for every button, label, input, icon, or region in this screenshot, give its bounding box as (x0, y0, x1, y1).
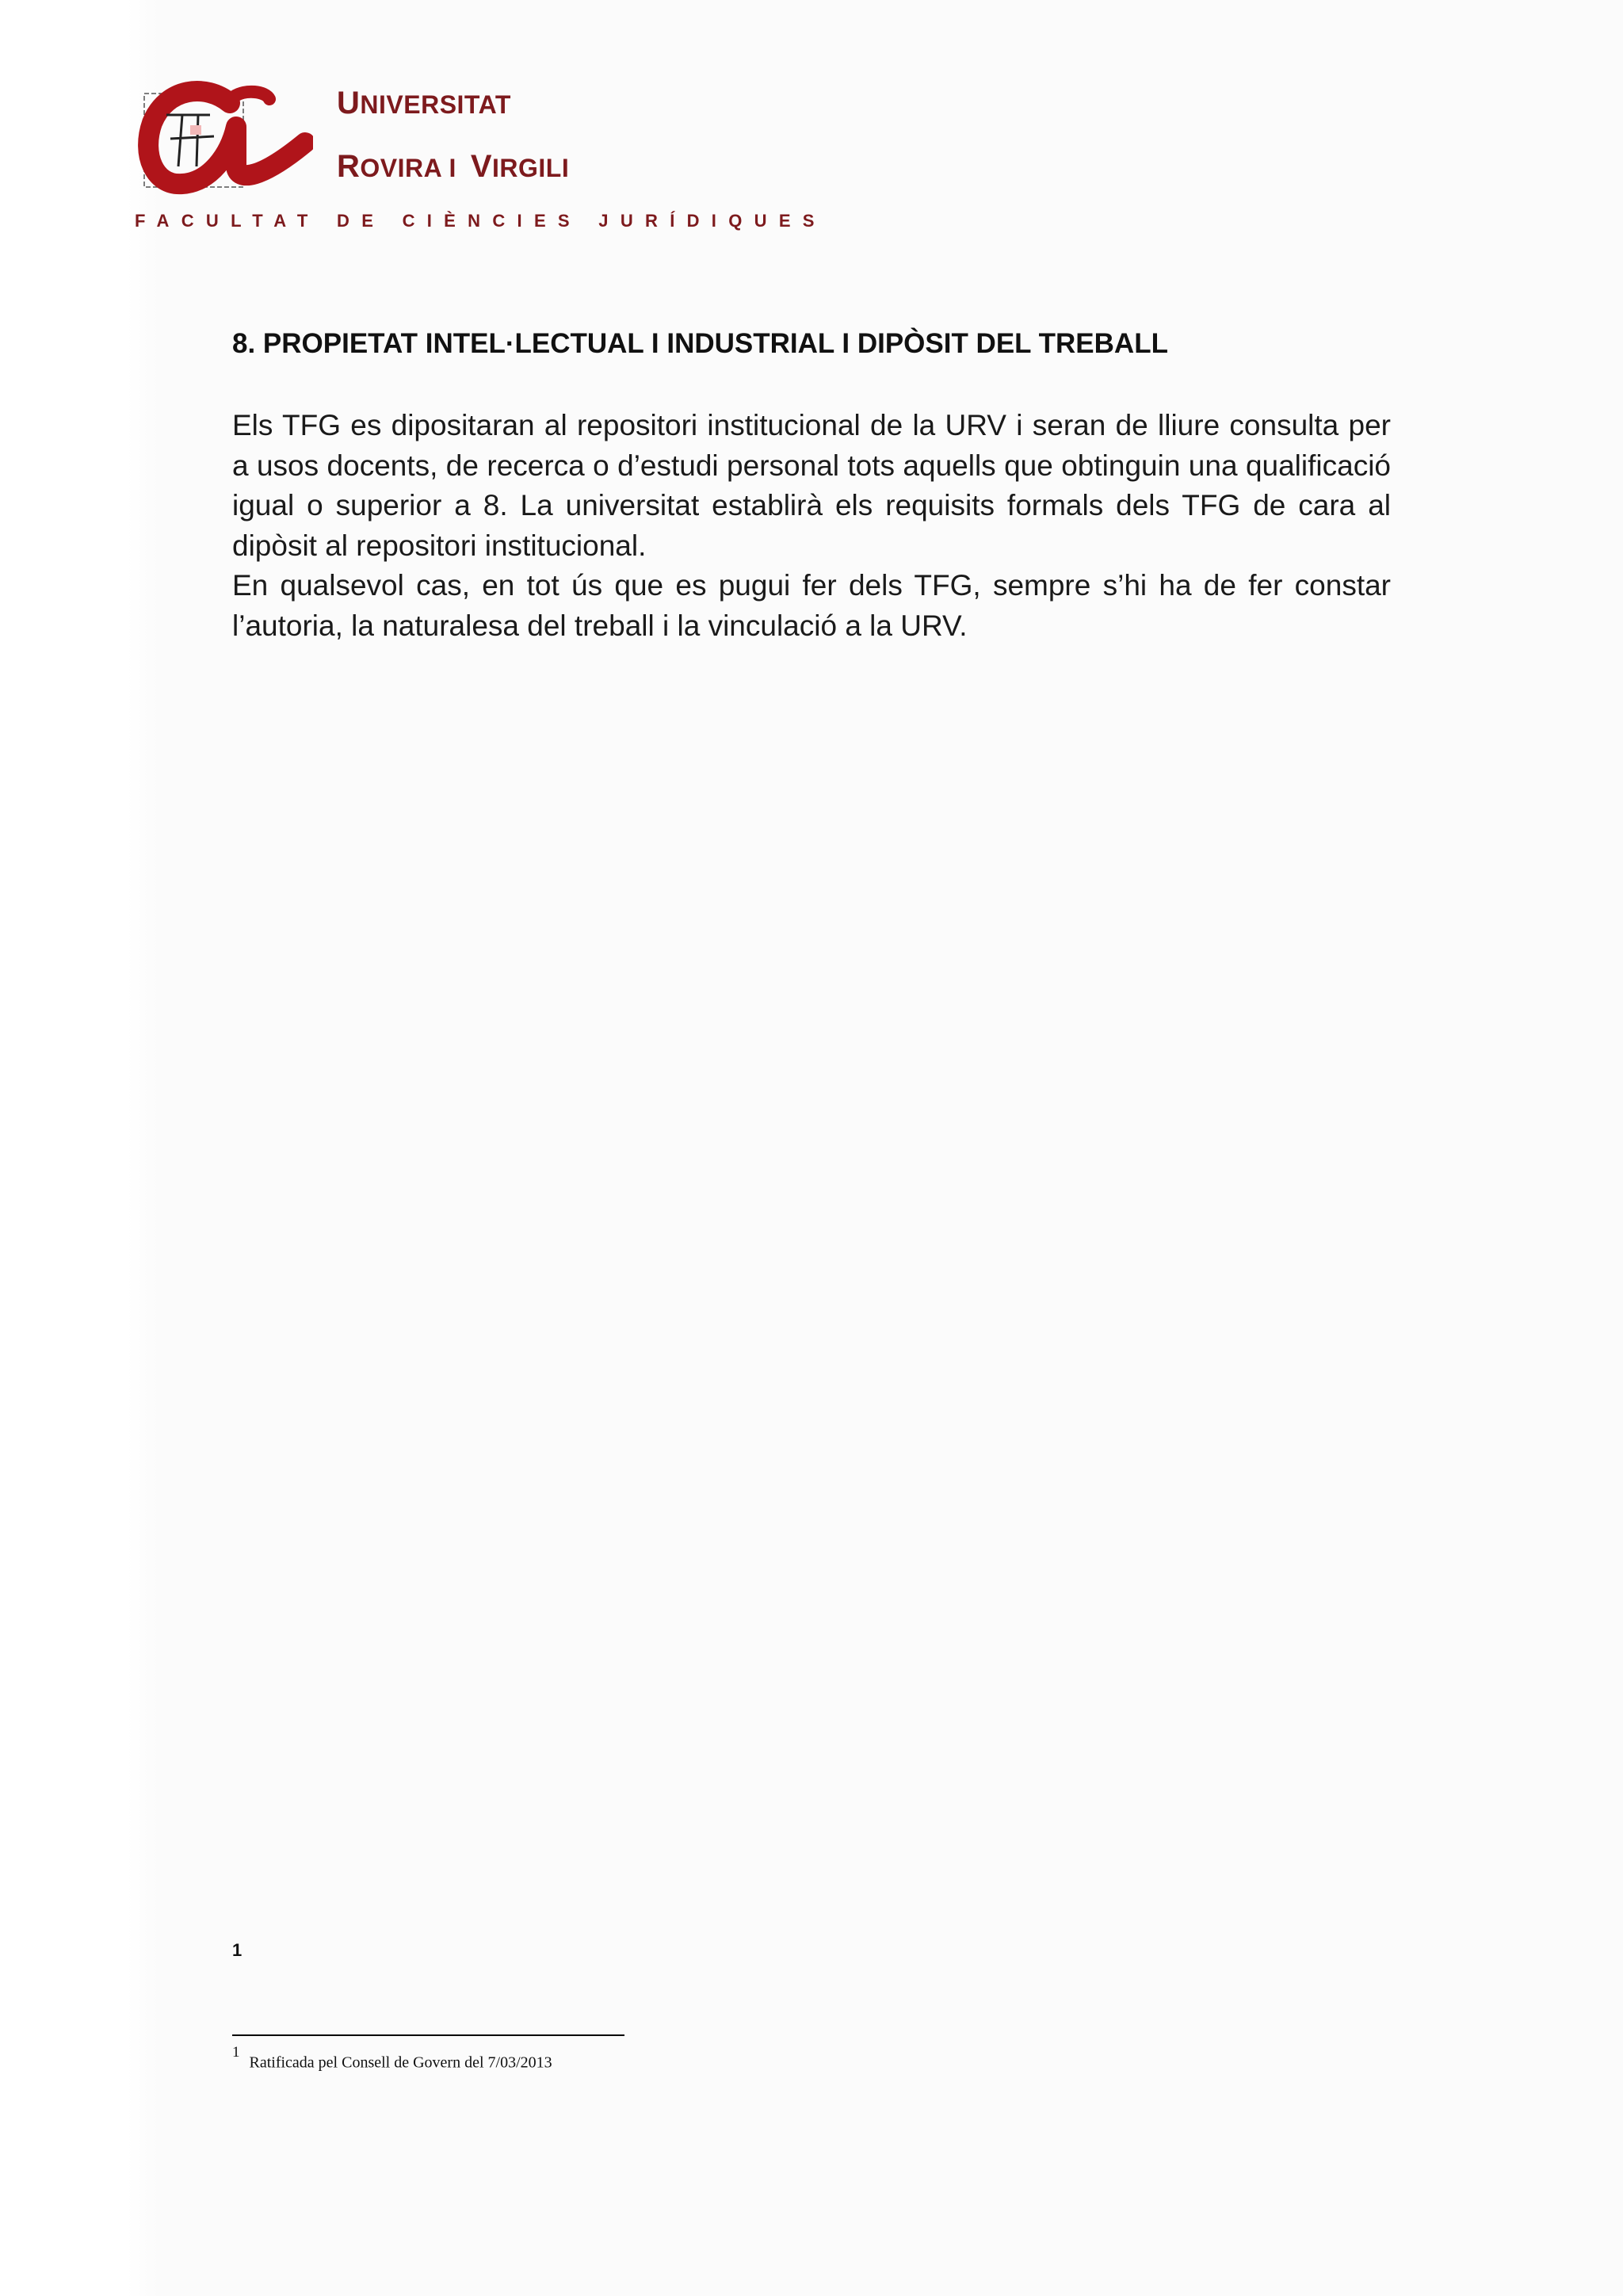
university-name-line1 (337, 86, 511, 121)
footnote (232, 2044, 552, 2073)
section-body (232, 406, 1391, 646)
university-rest-rovira: OVIRA I (360, 154, 456, 182)
footnote-divider (232, 2034, 624, 2036)
university-rest-line1: NIVERSITAT (360, 90, 511, 119)
urv-logo-icon (135, 79, 313, 198)
footnote-marker: 1 (232, 1940, 242, 1960)
university-initial-v: V (470, 149, 493, 184)
paragraph-authorship: En qualsevol cas, en tot ús que es pugui fer dels TFG, sempre s’hi ha de fer constar l’autoria, la naturalesa del treball i la vinculació a la URV. (232, 569, 1391, 642)
university-rest-virgili: IRGILI (492, 154, 570, 182)
university-name-line2 (337, 149, 569, 185)
footnote-text: Ratificada pel Consell de Govern del 7/03/2013 (249, 2053, 552, 2072)
university-initial-r: R (337, 149, 361, 184)
footnote-number: 1 (232, 2044, 240, 2061)
faculty-name: FACULTAT DE CIÈNCIES JURÍDIQUES (135, 211, 827, 231)
paragraph-repository: Els TFG es dipositaran al repositori institucional de la URV i seran de lliure consulta per a usos docents, de recerca o d’estudi personal tots aquells que obtinguin una qualificació igual o superior a 8. La universitat establirà els requisits formals dels TFG de cara al dipòsit al repositori institucional. (232, 409, 1391, 562)
section-heading: 8. PROPIETAT INTEL·LECTUAL I INDUSTRIAL I DIPÒSIT DEL TREBALL (232, 328, 1168, 359)
university-initial-u: U (337, 86, 361, 120)
